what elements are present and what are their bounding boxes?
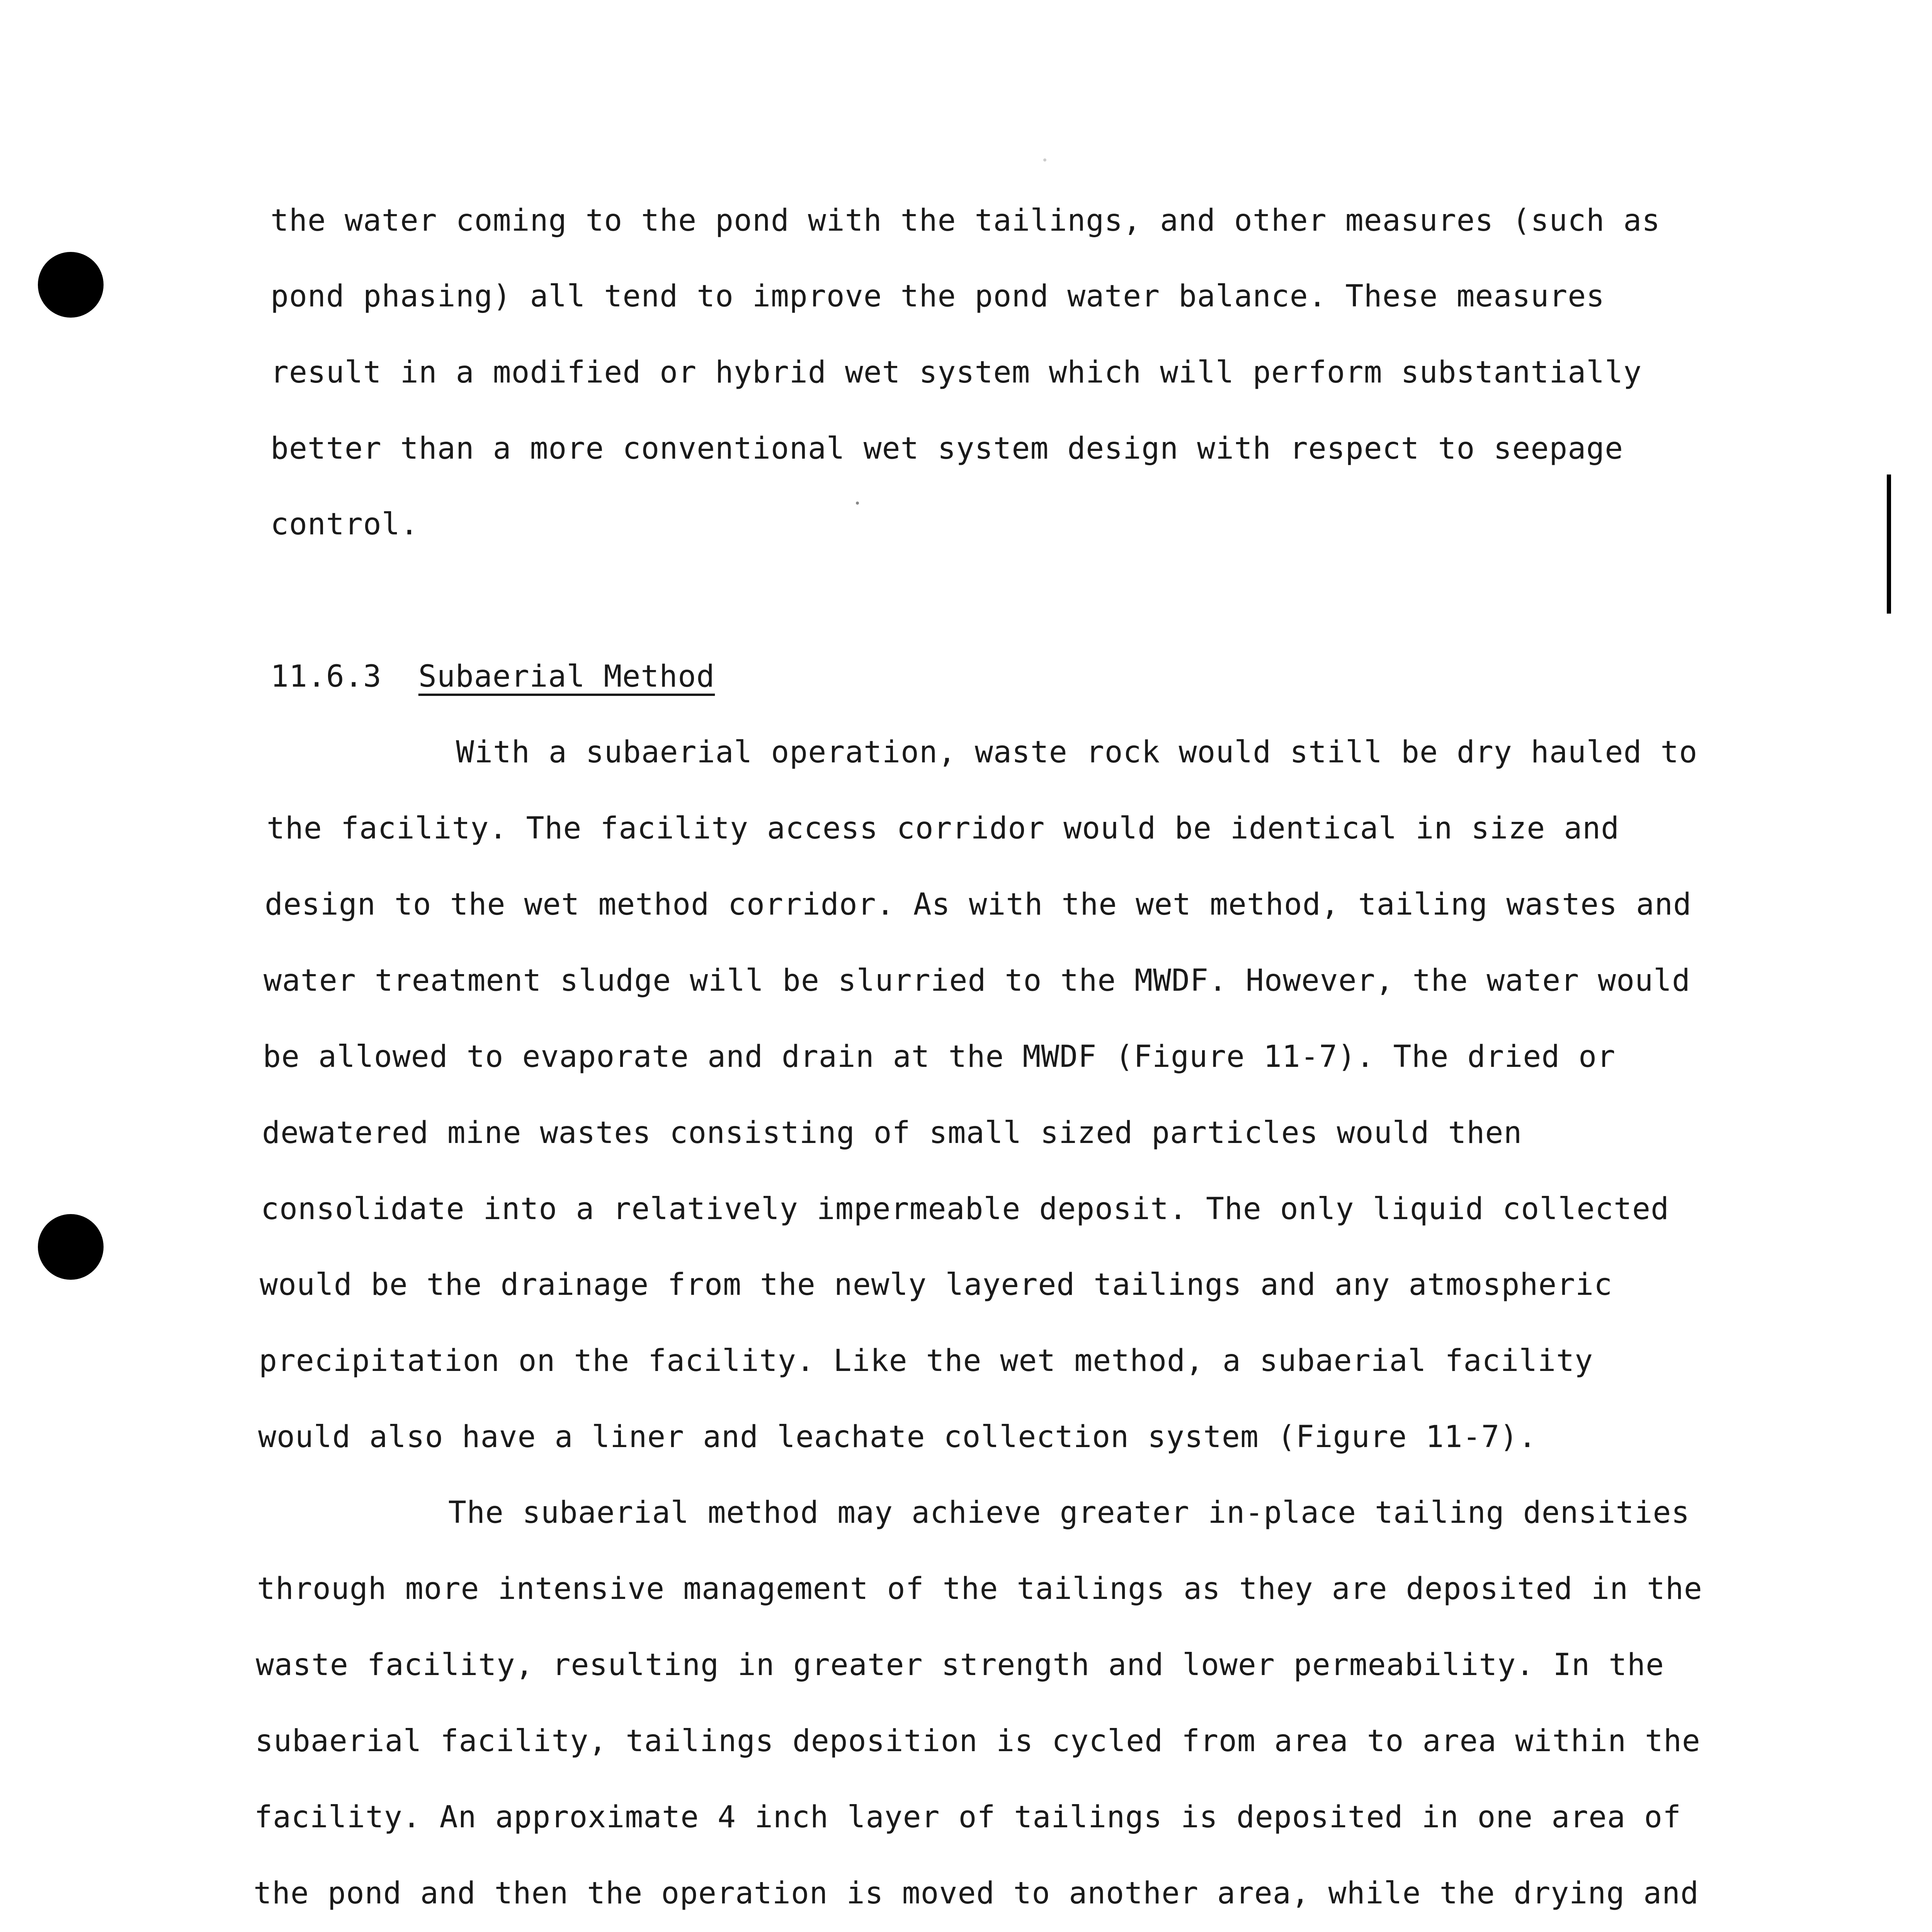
text-line: pond phasing) all tend to improve the pond water balance. These measures [270,279,1605,314]
punch-hole-middle [38,1214,104,1280]
text-line: through more intensive management of the tailings as they are deposited in the [257,1571,1702,1606]
section-title: Subaerial Method [418,659,715,694]
text-line: consolidate into a relatively impermeable deposit. The only liquid collected [261,1192,1669,1226]
text-line: would be the drainage from the newly layered tailings and any atmospheric [260,1267,1613,1302]
text-line: precipitation on the facility. Like the wet method, a subaerial facility [259,1344,1594,1378]
scan-speck [1043,158,1046,162]
text-line: water treatment sludge will be slurried to the MWDF. However, the water would [264,963,1690,998]
text-line: dewatered mine wastes consisting of small sized particles would then [262,1116,1522,1150]
text-line: facility. An approximate 4 inch layer of tailings is deposited in one area of [254,1800,1681,1835]
punch-hole-top [38,252,104,318]
text-line: The subaerial method may achieve greater in-place tailing densities [448,1495,1690,1530]
text-line: would also have a liner and leachate collection system (Figure 11-7). [258,1420,1537,1454]
scan-speck [856,502,859,505]
text-line: design to the wet method corridor. As with the wet method, tailing wastes and [265,887,1692,922]
text-line: the water coming to the pond with the tailings, and other measures (such as [270,203,1660,238]
text-line: control. [270,507,419,542]
text-line: result in a modified or hybrid wet system which will perform substantially [270,355,1642,390]
revision-bar [1887,474,1891,614]
text-line: the facility. The facility access corridor would be identical in size and [267,811,1620,846]
text-line: waste facility, resulting in greater strength and lower permeability. In the [256,1648,1664,1682]
text-line: be allowed to evaporate and drain at the MWDF (Figure 11-7). The dried or [263,1039,1616,1074]
section-heading [270,659,715,694]
text-line: With a subaerial operation, waste rock would still be dry hauled to [456,735,1698,770]
text-line: better than a more conventional wet system design with respect to seepage [270,431,1624,466]
text-line: the pond and then the operation is moved to another area, while the drying and [253,1876,1699,1911]
text-line: subaerial facility, tailings deposition is cycled from area to area within the [255,1724,1701,1759]
section-number: 11.6.3 [270,659,382,694]
